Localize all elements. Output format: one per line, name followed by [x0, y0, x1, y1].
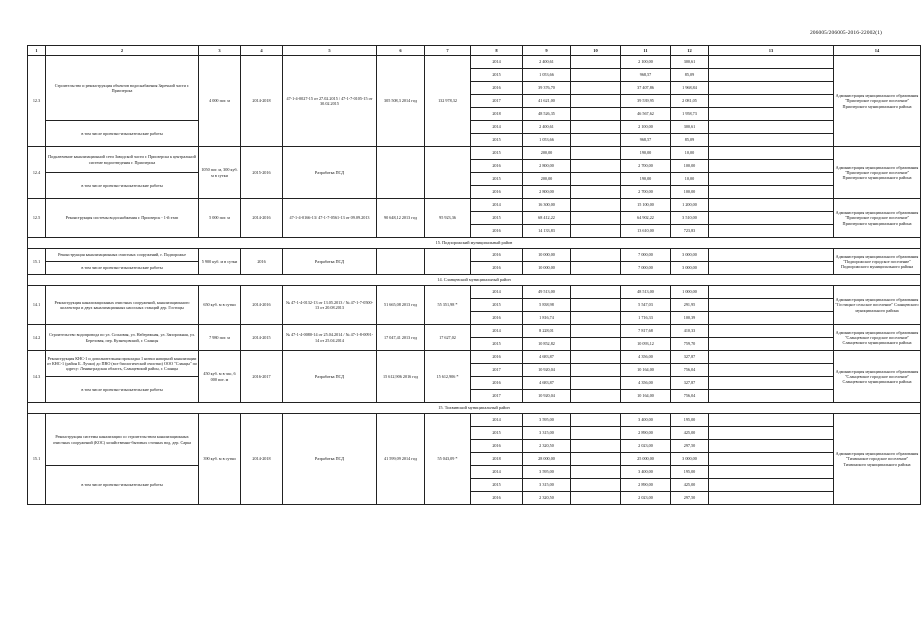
amount-local: 425,00: [671, 479, 709, 492]
amount-total: 1 816,74: [523, 312, 571, 325]
table-header-row: [28, 46, 921, 56]
executor: Администрация муниципального образования "Гостицкое сельское поселение" Сланцевского муниципального района: [834, 286, 921, 325]
total-cost: 55 351,98 *: [425, 286, 471, 325]
section-row: [28, 403, 921, 414]
amount-local: 2 081,05: [671, 95, 709, 108]
executor: Администрация муниципального образования "Сланцевское городское поселение" Сланцевского муниципального района: [834, 325, 921, 351]
empty-cell: [709, 82, 834, 95]
amount-regional: 10 164,00: [621, 390, 671, 403]
amount-total: 3 315,00: [523, 479, 571, 492]
empty-cell: [571, 440, 621, 453]
empty-cell: [571, 427, 621, 440]
empty-cell: [571, 56, 621, 69]
expertise-docs: Разработка ПСД: [283, 147, 377, 199]
table-row: [28, 262, 921, 275]
empty-cell: [709, 199, 834, 212]
empty-cell: [709, 377, 834, 390]
year: 2016: [471, 351, 523, 364]
table-row: [28, 199, 921, 212]
total-cost: [425, 147, 471, 199]
estimated-cost: 41 599,09 2014 год: [377, 414, 425, 505]
empty-cell: [709, 466, 834, 479]
object-name: Подключение канализационной сети Заводской части г. Приозерска к центральной системе водоотведения г. Приозерска: [46, 147, 199, 173]
table-row: [28, 147, 921, 160]
amount-regional: 2 023,00: [621, 492, 671, 505]
empty-cell: [709, 147, 834, 160]
year: 2014: [471, 286, 523, 299]
empty-cell: [571, 364, 621, 377]
expertise-docs: 47-1-4-0166-13/ 47-1-7-0561-13 от 09.09.2013: [283, 199, 377, 238]
amount-local: 195,00: [671, 466, 709, 479]
empty-cell: [571, 147, 621, 160]
empty-cell: [709, 160, 834, 173]
row-number: 12.3: [28, 56, 46, 147]
table-row: [28, 249, 921, 262]
amount-local: 85,09: [671, 69, 709, 82]
year: 2016: [471, 82, 523, 95]
amount-regional: 1 716,33: [621, 312, 671, 325]
empty-cell: [571, 199, 621, 212]
amount-local: 756,04: [671, 390, 709, 403]
period: 2014-2016: [241, 286, 283, 325]
empty-cell: [571, 134, 621, 147]
empty-cell: [571, 225, 621, 238]
empty-cell: [709, 212, 834, 225]
column-number: 6: [377, 46, 425, 56]
amount-regional: 968,57: [621, 134, 671, 147]
empty-cell: [709, 173, 834, 186]
amount-total: 68 412,22: [523, 212, 571, 225]
empty-cell: [709, 56, 834, 69]
empty-cell: [709, 69, 834, 82]
object-name: Строительство водопровода по ул. Сосновая, ул. Набережная, ул. Запорожная, ул. Березовая, пер. Кузнецовский, г. Сланцы: [46, 325, 199, 351]
table-row: [28, 325, 921, 338]
total-cost: 17 627,02: [425, 325, 471, 351]
section-title: 15. Подпорожский муниципальный район: [28, 238, 921, 249]
column-number: 11: [621, 46, 671, 56]
column-number: 13: [709, 46, 834, 56]
amount-total: 14 133,83: [523, 225, 571, 238]
amount-total: 3 595,00: [523, 414, 571, 427]
capacity: 390 куб. м в сутки: [199, 414, 241, 505]
amount-regional: 7 817,68: [621, 325, 671, 338]
empty-cell: [709, 390, 834, 403]
amount-local: 10,00: [671, 147, 709, 160]
amount-regional: 64 902,22: [621, 212, 671, 225]
amount-total: 3 595,00: [523, 466, 571, 479]
amount-total: 10 852,82: [523, 338, 571, 351]
empty-cell: [571, 262, 621, 275]
row-number: 12.5: [28, 199, 46, 238]
amount-regional: 4 356,00: [621, 351, 671, 364]
year: 2014: [471, 121, 523, 134]
table-row: [28, 121, 921, 134]
column-number: 14: [834, 46, 921, 56]
executor: Администрация муниципального образования "Тихвинское городское поселение" Тихвинского муниципального района: [834, 414, 921, 505]
section-title: 15. Тихвинский муниципальный район: [28, 403, 921, 414]
period: 2014-2018: [241, 414, 283, 505]
amount-local: 3 000,00: [671, 262, 709, 275]
amount-total: 2 800,00: [523, 160, 571, 173]
amount-total: 8 228,01: [523, 325, 571, 338]
period: 2016: [241, 249, 283, 275]
executor: Администрация муниципального образования "Приозерское городское поселение" Приозерского муниципального района: [834, 147, 921, 199]
amount-regional: 15 100,00: [621, 199, 671, 212]
period: 2014-2015: [241, 325, 283, 351]
amount-local: 425,00: [671, 427, 709, 440]
empty-cell: [709, 225, 834, 238]
amount-local: 1 200,00: [671, 199, 709, 212]
amount-total: 49 513,00: [523, 286, 571, 299]
amount-total: 41 621,00: [523, 95, 571, 108]
subtext-label: в том числе проектно-изыскательские работы: [46, 377, 199, 403]
empty-cell: [571, 377, 621, 390]
empty-cell: [709, 492, 834, 505]
empty-cell: [709, 121, 834, 134]
year: 2016: [471, 312, 523, 325]
capacity: 4 000 пог. м: [199, 56, 241, 147]
amount-local: 10,00: [671, 173, 709, 186]
subtext-label: в том числе проектно-изыскательские работы: [46, 262, 199, 275]
amount-regional: 7 000,00: [621, 249, 671, 262]
total-cost: [425, 249, 471, 275]
amount-regional: 2 100,00: [621, 56, 671, 69]
empty-cell: [571, 173, 621, 186]
column-number: 9: [523, 46, 571, 56]
object-name: Реконструкция системы канализации со строительством канализационных очистных сооружений (КОС) хозяйственно-бытовых сточных вод, дер. Сарка: [46, 414, 199, 466]
executor: Администрация муниципального образования "Подпорожское городское поселение" Подпорожского муниципального района: [834, 249, 921, 275]
year: 2014: [471, 414, 523, 427]
expertise-docs: Разработка ПСД: [283, 414, 377, 505]
year: 2017: [471, 390, 523, 403]
empty-cell: [571, 492, 621, 505]
year: 2018: [471, 108, 523, 121]
amount-regional: 3 400,00: [621, 466, 671, 479]
amount-total: 2 400,61: [523, 121, 571, 134]
amount-local: 1 968,84: [671, 82, 709, 95]
amount-regional: 48 513,00: [621, 286, 671, 299]
empty-cell: [709, 249, 834, 262]
amount-regional: 37 407,86: [621, 82, 671, 95]
year: 2016: [471, 225, 523, 238]
amount-total: 10 920,04: [523, 364, 571, 377]
capacity: 7 980 пог. м: [199, 325, 241, 351]
amount-local: 723,83: [671, 225, 709, 238]
object-name: Строительство и реконструкция объектов водоснабжения Заречной части г. Приозерска: [46, 56, 199, 121]
amount-total: 2 800,00: [523, 186, 571, 199]
empty-cell: [571, 286, 621, 299]
empty-cell: [571, 69, 621, 82]
year: 2015: [471, 338, 523, 351]
column-number: 3: [199, 46, 241, 56]
empty-cell: [709, 351, 834, 364]
estimated-cost: 17 047,41 2013 год: [377, 325, 425, 351]
year: 2018: [471, 453, 523, 466]
amount-total: 10 000,00: [523, 262, 571, 275]
empty-cell: [709, 427, 834, 440]
section-row: [28, 275, 921, 286]
year: 2016: [471, 160, 523, 173]
amount-local: 759,70: [671, 338, 709, 351]
empty-cell: [709, 414, 834, 427]
total-cost: 132 978,32: [425, 56, 471, 147]
expertise-docs: Разработка ПСД: [283, 249, 377, 275]
year: 2014: [471, 325, 523, 338]
empty-cell: [709, 364, 834, 377]
amount-local: 195,00: [671, 414, 709, 427]
amount-total: 10 920,04: [523, 390, 571, 403]
year: 2014: [471, 199, 523, 212]
year: 2014: [471, 466, 523, 479]
empty-cell: [571, 160, 621, 173]
amount-local: 756,04: [671, 364, 709, 377]
amount-regional: 2 890,00: [621, 427, 671, 440]
column-number: 10: [571, 46, 621, 56]
capacity: 5 900 куб. м в сутки: [199, 249, 241, 275]
amount-regional: 46 567,62: [621, 108, 671, 121]
amount-regional: 13 610,00: [621, 225, 671, 238]
empty-cell: [709, 134, 834, 147]
executor: Администрация муниципального образования "Сланцевское городское поселение" Сланцевского муниципального района: [834, 351, 921, 403]
column-number: 4: [241, 46, 283, 56]
table-row: [28, 377, 921, 390]
expertise-docs: Разработка ПСД: [283, 351, 377, 403]
empty-cell: [571, 121, 621, 134]
year: 2015: [471, 69, 523, 82]
table-row: [28, 351, 921, 364]
subtext-label: в том числе проектно-изыскательские работы: [46, 173, 199, 199]
amount-total: 200,00: [523, 173, 571, 186]
empty-cell: [709, 453, 834, 466]
subtext-label: в том числе проектно-изыскательские работы: [46, 466, 199, 505]
empty-cell: [709, 286, 834, 299]
amount-regional: 190,00: [621, 173, 671, 186]
empty-cell: [709, 325, 834, 338]
amount-local: 85,09: [671, 134, 709, 147]
column-number: 7: [425, 46, 471, 56]
amount-regional: 3 400,00: [621, 414, 671, 427]
empty-cell: [571, 186, 621, 199]
capacity: 450 куб. м в час, 6 000 пог. м: [199, 351, 241, 403]
empty-cell: [709, 312, 834, 325]
investment-program-table: [27, 45, 921, 505]
amount-regional: 2 700,00: [621, 186, 671, 199]
amount-local: 300,61: [671, 56, 709, 69]
year: 2017: [471, 95, 523, 108]
column-number: 5: [283, 46, 377, 56]
amount-local: 1 958,73: [671, 108, 709, 121]
empty-cell: [571, 249, 621, 262]
total-cost: 95 923,36: [425, 199, 471, 238]
year: 2016: [471, 262, 523, 275]
year: 2015: [471, 173, 523, 186]
expertise-docs: № 47-1-4-0080-14 от 25.04.2014 / № 47-1-8-0091-14 от 25.04.2014: [283, 325, 377, 351]
amount-local: 100,39: [671, 312, 709, 325]
capacity: 5 000 пог. м: [199, 199, 241, 238]
amount-total: 48 526,35: [523, 108, 571, 121]
expertise-docs: 47-1-4-0027-15 от 27.02.2015 / 47-1-7-0105-15 от 30.02.2015: [283, 56, 377, 147]
amount-local: 3 510,00: [671, 212, 709, 225]
amount-regional: 39 539,95: [621, 95, 671, 108]
column-number: 8: [471, 46, 523, 56]
estimated-cost: [377, 249, 425, 275]
amount-local: 297,50: [671, 440, 709, 453]
row-number: 14.3: [28, 351, 46, 403]
capacity: 650 куб. м в сутки: [199, 286, 241, 325]
executor: Администрация муниципального образования "Приозерское городское поселение" Приозерского муниципального района: [834, 56, 921, 147]
year: 2016: [471, 492, 523, 505]
amount-local: 100,00: [671, 160, 709, 173]
amount-total: 10 000,00: [523, 249, 571, 262]
object-name: Реконструкция КНС-1 и дополнительная прокладка 1 нитки напорной канализации от КНС-1 (район Б. Лучки) до ПВО (все биологической очистки) ООО "Сланцы" по адресу: Ленинградская область, Сланцевский район, г. Сланцы: [46, 351, 199, 377]
column-number: 12: [671, 46, 709, 56]
capacity: 1050 пог. м, 300 куб. м в сутки: [199, 147, 241, 199]
row-number: 14.1: [28, 286, 46, 325]
year: 2015: [471, 212, 523, 225]
amount-total: 4 683,87: [523, 377, 571, 390]
amount-total: 16 300,00: [523, 199, 571, 212]
amount-local: 410,33: [671, 325, 709, 338]
amount-total: 2 320,50: [523, 440, 571, 453]
empty-cell: [571, 212, 621, 225]
empty-cell: [571, 479, 621, 492]
empty-cell: [709, 299, 834, 312]
object-name: Реконструкция канализационных очистных сооружений, г. Подпорожье: [46, 249, 199, 262]
table-row: [28, 414, 921, 427]
amount-total: 28 000,00: [523, 453, 571, 466]
total-cost: 55 043,09 *: [425, 414, 471, 505]
year: 2016: [471, 440, 523, 453]
empty-cell: [709, 338, 834, 351]
year: 2015: [471, 299, 523, 312]
year: 2014: [471, 56, 523, 69]
section-title: 14. Сланцевский муниципальный район: [28, 275, 921, 286]
empty-cell: [571, 108, 621, 121]
year: 2016: [471, 249, 523, 262]
expertise-docs: № 47-1-4-0132-13 от 13.05.2013 / № 47-1-7-0500-13 от 20.08.2013: [283, 286, 377, 325]
amount-regional: 10 164,00: [621, 364, 671, 377]
amount-regional: 4 356,00: [621, 377, 671, 390]
period: 2014-2018: [241, 56, 283, 147]
amount-total: 5 838,98: [523, 299, 571, 312]
row-number: 14.2: [28, 325, 46, 351]
table-row: [28, 466, 921, 479]
amount-regional: 968,57: [621, 69, 671, 82]
amount-local: 3 000,00: [671, 453, 709, 466]
total-cost: 15 612,906 *: [425, 351, 471, 403]
empty-cell: [571, 453, 621, 466]
amount-total: 200,00: [523, 147, 571, 160]
empty-cell: [571, 82, 621, 95]
empty-cell: [709, 95, 834, 108]
estimated-cost: 90 648,12 2013 год: [377, 199, 425, 238]
amount-total: 39 376,70: [523, 82, 571, 95]
year: 2015: [471, 147, 523, 160]
amount-total: 2 320,50: [523, 492, 571, 505]
amount-local: 291,95: [671, 299, 709, 312]
estimated-cost: 51 665,08 2013 год: [377, 286, 425, 325]
row-number: 12.4: [28, 147, 46, 199]
amount-local: 100,00: [671, 186, 709, 199]
object-name: Реконструкция системы водоснабжения г. Приозерск - 1-й этап: [46, 199, 199, 238]
period: 2015-2016: [241, 147, 283, 199]
amount-local: 300,61: [671, 121, 709, 134]
amount-regional: 25 000,00: [621, 453, 671, 466]
amount-local: 1 000,00: [671, 286, 709, 299]
column-number: 2: [46, 46, 199, 56]
amount-total: 1 053,66: [523, 69, 571, 82]
empty-cell: [709, 440, 834, 453]
empty-cell: [709, 186, 834, 199]
year: 2015: [471, 427, 523, 440]
empty-cell: [571, 338, 621, 351]
object-name: Реконструкция канализационных очистных сооружений, канализационного коллектора и двух канализационных насосных станций дер. Гостицы: [46, 286, 199, 325]
amount-total: 4 683,87: [523, 351, 571, 364]
empty-cell: [571, 95, 621, 108]
empty-cell: [571, 390, 621, 403]
executor: Администрация муниципального образования "Приозерское городское поселение" Приозерского муниципального района: [834, 199, 921, 238]
empty-cell: [709, 108, 834, 121]
estimated-cost: 15 612,906 2016 год: [377, 351, 425, 403]
amount-local: 297,50: [671, 492, 709, 505]
amount-regional: 2 100,00: [621, 121, 671, 134]
amount-local: 3 000,00: [671, 249, 709, 262]
amount-total: 2 400,61: [523, 56, 571, 69]
amount-regional: 5 547,03: [621, 299, 671, 312]
period: 2016-2017: [241, 351, 283, 403]
amount-regional: 2 700,00: [621, 160, 671, 173]
empty-cell: [571, 466, 621, 479]
empty-cell: [571, 299, 621, 312]
amount-total: 3 315,00: [523, 427, 571, 440]
empty-cell: [709, 262, 834, 275]
table-row: [28, 173, 921, 186]
amount-regional: 10 093,12: [621, 338, 671, 351]
year: 2017: [471, 364, 523, 377]
document-id: 206005/206005-2016-22002(1): [809, 30, 882, 36]
amount-regional: 7 000,00: [621, 262, 671, 275]
year: 2015: [471, 479, 523, 492]
column-number: 1: [28, 46, 46, 56]
period: 2014-2016: [241, 199, 283, 238]
empty-cell: [571, 312, 621, 325]
row-number: 15.1: [28, 414, 46, 505]
amount-regional: 2 023,00: [621, 440, 671, 453]
amount-local: 327,87: [671, 351, 709, 364]
empty-cell: [709, 479, 834, 492]
row-number: 15.1: [28, 249, 46, 275]
amount-total: 1 053,66: [523, 134, 571, 147]
amount-regional: 190,00: [621, 147, 671, 160]
amount-local: 327,87: [671, 377, 709, 390]
estimated-cost: [377, 147, 425, 199]
empty-cell: [571, 414, 621, 427]
empty-cell: [571, 351, 621, 364]
year: 2016: [471, 186, 523, 199]
table-row: [28, 286, 921, 299]
section-row: [28, 238, 921, 249]
year: 2015: [471, 134, 523, 147]
amount-regional: 2 890,00: [621, 479, 671, 492]
subtext-label: в том числе проектно-изыскательские работы: [46, 121, 199, 147]
empty-cell: [571, 325, 621, 338]
estimated-cost: 305 508,3 2014 год: [377, 56, 425, 147]
year: 2016: [471, 377, 523, 390]
table-row: [28, 56, 921, 69]
